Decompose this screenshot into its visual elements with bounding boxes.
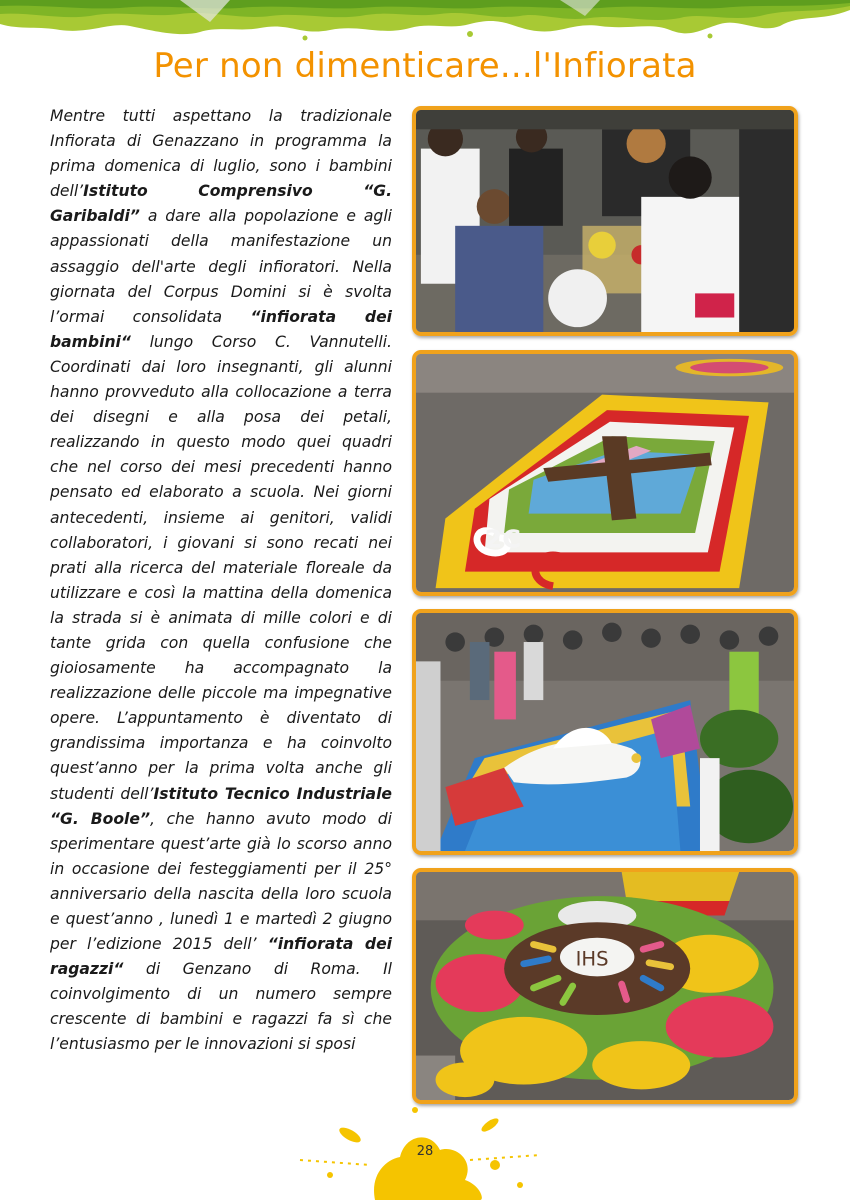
article-emphasis: “infiorata dei ragazzi“: [50, 935, 392, 979]
photo-dove-carpet: [412, 609, 798, 855]
page-title: Per non dimenticare...l'Infiorata: [153, 46, 697, 86]
photo-ihs-carpet: [412, 868, 798, 1104]
article-text: lungo Corso C. Vannutelli. Coordinati dai loro insegnanti, gli alunni hanno provveduto alla collocazione a terra dei disegni e alla posa dei petali, realizzando in questo modo quei quadri che nel corso dei mesi precedenti hanno pensato ed elaborato a scuola. Nei giorni antecedenti, insieme ai genitori, validi collaboratori, i giovani si sono recati nei prati alla ricerca del materiale floreale da utilizzare e così la mattina della domenica la strada si è animata di mille colori e di tante grida con quella confusione che gioiosamente ha accompagnato la realizzazione delle piccole ma impegnative opere. L’appuntamento è diventato di grandissima importanza e ha coinvolto quest’anno per la prima volta anche gli studenti dell’: [50, 332, 392, 803]
photo-cross-carpet-image: [416, 354, 794, 592]
article-emphasis: Istituto Tecnico Industriale “G. Boole”: [50, 784, 393, 828]
photo-dove-carpet-image: [416, 613, 794, 851]
article-text: , che hanno avuto modo di sperimentare quest’arte già lo scorso anno in occasione dei festeggiamenti per il 25° anniversario della nascita della loro scuola e quest’anno , lunedì 1 e martedì 2 giugno per l’edizione 2015 dell’: [50, 809, 392, 954]
photo-cross-carpet: [412, 350, 798, 596]
article-text: di Genzano di Roma. Il coinvolgimento di un numero sempre crescente di bambini e ragazzi fa sì che l’entusiasmo per le innovazioni si sposi: [50, 960, 392, 1054]
photo-children-working-image: [416, 110, 794, 332]
top-paint-splash: [0, 0, 850, 45]
article-text: a dare alla popolazione e agli appassionati della manifestazione un assaggio dell'arte degli infioratori. Nella giornata del Corpus Domini si è svolta l’ormai consolidata: [50, 207, 392, 326]
article-emphasis: “infiorata dei bambini“: [50, 307, 392, 351]
photo-children-working: [412, 106, 798, 336]
article-body: [50, 104, 392, 1058]
article-text: Mentre tutti aspettano la tradizionale Infiorata di Genazzano in programma la prima domenica di luglio, sono i bambini dell’: [50, 107, 392, 201]
carpet-text-2c: 2C: [484, 524, 521, 554]
page-number: 28: [416, 1144, 434, 1159]
photo-ihs-carpet-image: [416, 872, 794, 1100]
article-emphasis: Istituto Comprensivo “G. Garibaldi”: [50, 182, 392, 226]
carpet-text-ihs: IHS: [575, 947, 609, 971]
